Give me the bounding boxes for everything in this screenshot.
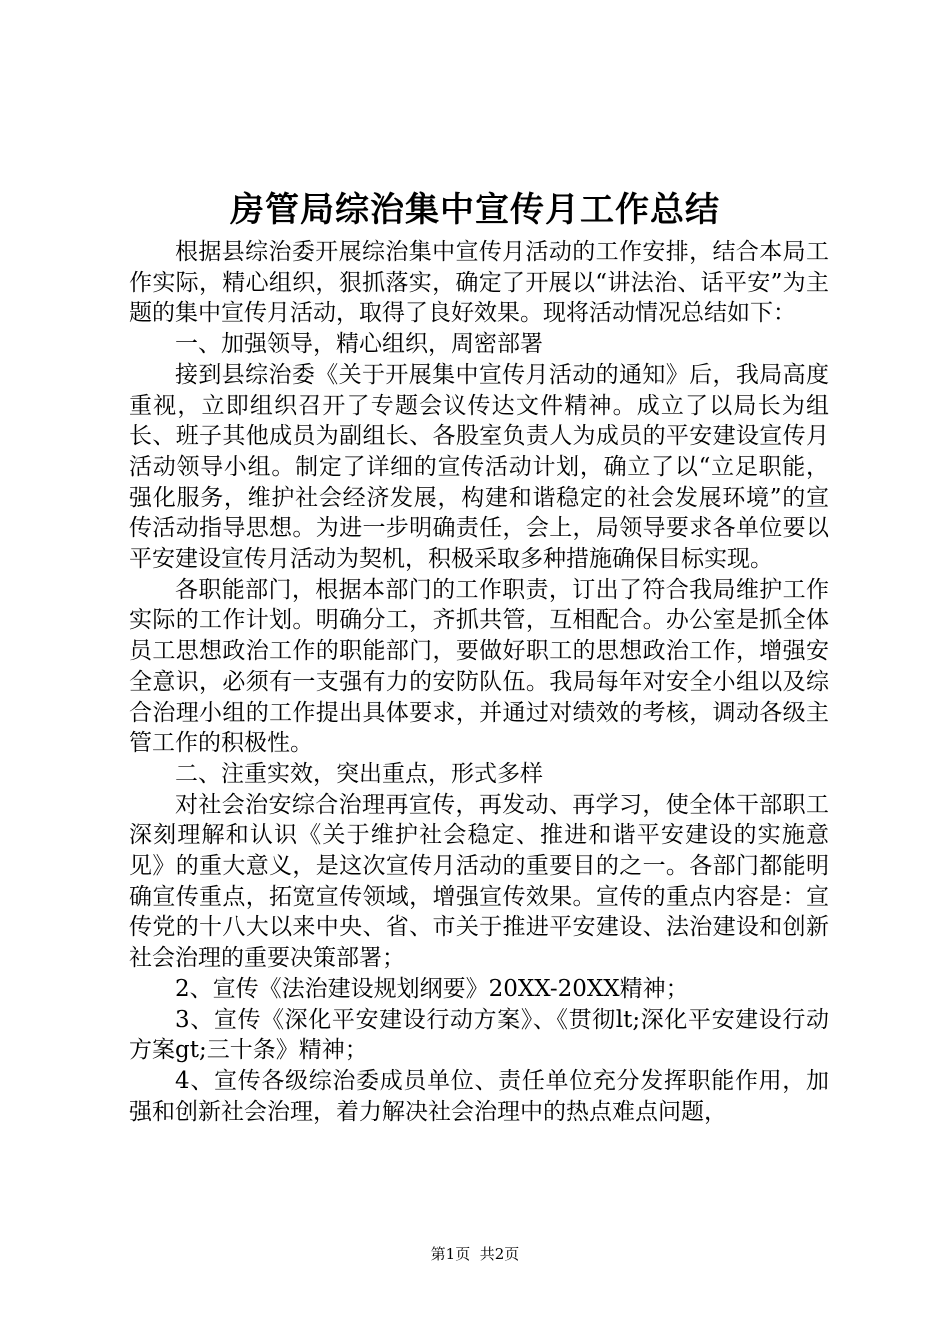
page-footer: [0, 1242, 950, 1266]
page-number: 第1页: [430, 1245, 471, 1263]
document-body: [129, 237, 829, 1127]
paragraph-departments: 各职能部门，根据本部门的工作职责，订出了符合我局维护工作实际的工作计划。明确分工，齐抓共管，互相配合。办公室是抓全体员工思想政治工作的职能部门，要做好职工的思想政治工作，增强安全意识，必须有一支强有力的安防队伍。我局每年对安全小组以及综合治理小组的工作提出具体要求，并通过对绩效的考核，调动各级主管工作的积极性。: [129, 576, 829, 757]
page-total: 共2页: [479, 1245, 520, 1263]
paragraph-leadership: 接到县综治委《关于开展集中宣传月活动的通知》后，我局高度重视，立即组织召开了专题会议传达文件精神。成立了以局长为组长、班子其他成员为副组长、各股室负责人为成员的平安建设宣传月活动领导小组。制定了详细的宣传活动计划，确立了以“立足职能，强化服务，维护社会经济发展，构建和谐稳定的社会发展环境”的宣传活动指导思想。为进一步明确责任，会上，局领导要求各单位要以平安建设宣传月活动为契机，积极采取多种措施确保目标实现。: [129, 361, 829, 573]
list-item-4: 4、宣传各级综治委成员单位、责任单位充分发挥职能作用，加强和创新社会治理，着力解决社会治理中的热点难点问题，: [129, 1067, 829, 1125]
section-heading-2: 二、注重实效，突出重点，形式多样: [175, 760, 543, 787]
paragraph-intro: 根据县综治委开展综治集中宣传月活动的工作安排，结合本局工作实际，精心组织，狠抓落实，确定了开展以“讲法治、话平安”为主题的集中宣传月活动，取得了良好效果。现将活动情况总结如下：: [129, 239, 829, 327]
document-title: 房管局综治集中宣传月工作总结: [230, 190, 720, 230]
list-item-2: 2、宣传《法治建设规划纲要》20XX-20XX精神；: [175, 975, 689, 1002]
section-heading-1: 一、加强领导，精心组织，周密部署: [175, 331, 543, 358]
list-item-3: 3、宣传《深化平安建设行动方案》、《贯彻lt;深化平安建设行动方案gt;三十条》精神；: [129, 1006, 829, 1064]
paragraph-publicity: 对社会治安综合治理再宣传，再发动、再学习，使全体干部职工深刻理解和认识《关于维护社会稳定、推进和谐平安建设的实施意见》的重大意义，是这次宣传月活动的重要目的之一。各部门都能明确宣传重点，拓宽宣传领域，增强宣传效果。宣传的重点内容是：宣传党的十八大以来中央、省、市关于推进平安建设、法治建设和创新社会治理的重要决策部署；: [129, 791, 829, 972]
